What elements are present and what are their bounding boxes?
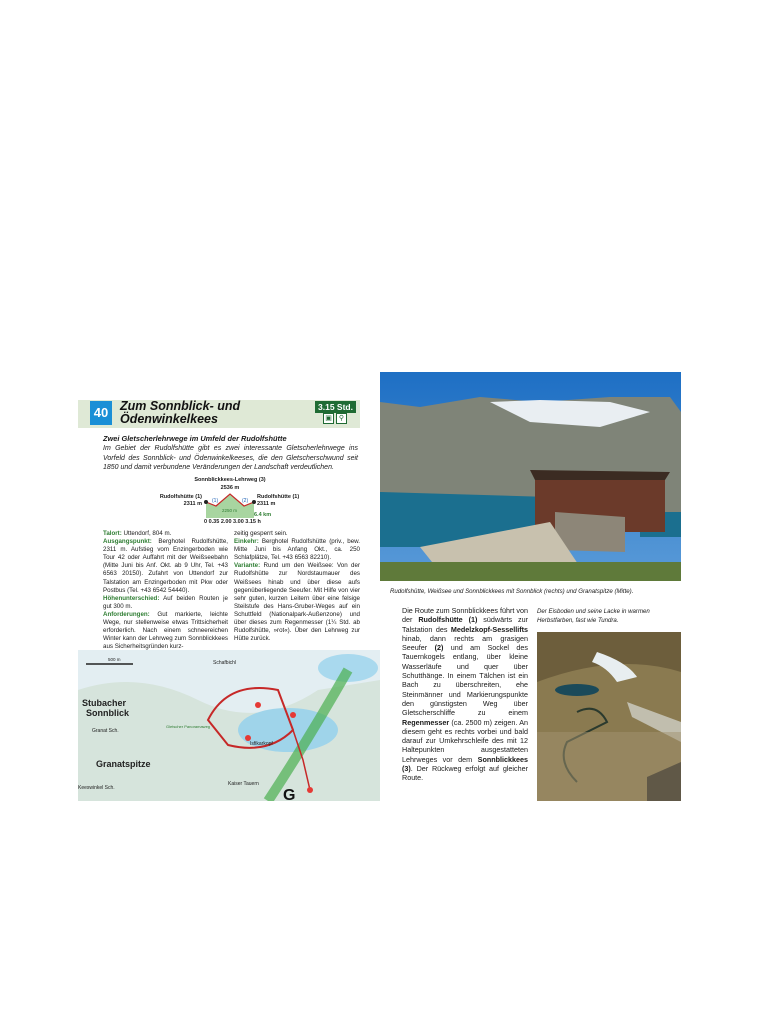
profile-start-name: Rudolfshütte (1) <box>159 494 202 500</box>
transport-icons <box>323 413 347 424</box>
text-run: . Der Rückweg erfolgt auf gleicher Route. <box>402 764 528 783</box>
label-hoehenunterschied: Höhenunterschied: <box>103 594 160 602</box>
profile-title: Sonnblickkees-Lehrweg (3) <box>194 477 266 483</box>
title-line-2: Ödenwinkelkees <box>120 412 218 426</box>
hiker-icon: ⚲ <box>336 413 347 424</box>
profile-end-name: Rudolfshütte (1) <box>257 494 300 500</box>
hut-lake-photo <box>380 372 681 581</box>
route-description <box>402 606 528 783</box>
text-hoehenunterschied: Auf beiden Routen je gut 300 m. <box>103 594 228 610</box>
info-column-2 <box>234 530 360 643</box>
svg-text:Isfikarkopf: Isfikarkopf <box>250 741 273 747</box>
svg-text:(2): (2) <box>242 498 249 504</box>
tour-intro: Im Gebiet der Rudolfshütte gibt es zwei interessante Gletscherlehrwege ins Vorfeld des Sonnblick- und Ödenwinkelkeeses, die den Gletscherschwund seit 1850 und damit verbundene Veränderungen der Landschaft verdeutlichen. <box>103 445 358 471</box>
svg-text:Kaiser Tauern: Kaiser Tauern <box>228 781 259 787</box>
bold-run: (2) <box>434 643 444 653</box>
text-run: südwärts zur Talstation des <box>402 615 528 634</box>
text-ausgangspunkt: Berghotel Rudolfshütte, 2311 m. Aufstieg vom Enzingerboden wie Tour 42 oder Auffahrt mit der Weißseebahn (Mitte Juni bis Anf. Okt. ab 9 Uhr, Tel. +43 6563 20150). Zufahrt von Uttendorf zur Talstation am Enzingerboden mit Pkw oder Postbus (Tel. +43 6542 54440). <box>103 538 228 594</box>
duration-badge: 3.15 Std. <box>315 401 356 413</box>
tour-subtitle: Zwei Gletscherlehrwege im Umfeld der Rudolfshütte <box>103 434 287 443</box>
photo-caption-1: Rudolfshütte, Weißsee und Sonnblickkees mit Sonnblick (rechts) und Granatspitze (Mitte). <box>390 588 634 595</box>
text-run: (ca. 2500 m) zeigen. An diesem geht es rechts vorbei und bald darauf zur Umkehrschleife des mit 12 Haltepunkten ausgestatteten Lehrweges vor dem <box>402 717 528 764</box>
text-continuation: zeitig gesperrt sein. <box>234 530 288 537</box>
bold-run: Sonnblickkees (3) <box>402 754 528 774</box>
svg-text:Gletscher Panoramaweg: Gletscher Panoramaweg <box>166 724 211 729</box>
text-run: und am Sockel des Tauernkogels entlang, über kleine Wasserläufe und quer über Schutthänge. In einem Tälchen ist ein Bach zu überschreiten, ehe Steinmänner und Markierungspunkte den günstigsten Weg über Gletscherschliffe zu einem <box>402 643 528 718</box>
text-einkehr: Berghotel Rudolfshütte (priv., bew. Mitte Juni bis Anfang Okt., ca. 250 Schlafplätze, Tel. +43 6563 82210). <box>234 538 360 562</box>
text-anforderungen: Gut markierte, leichte Wege, nur stellenweise etwas Trittsicherheit erforderlich. Nach einem schneereichen Winter kann der Lehrweg zum Sonnblickkees aus Sicherheitsgründen kurz- <box>103 610 228 651</box>
svg-text:Sonnblick: Sonnblick <box>86 708 130 718</box>
profile-start <box>152 494 202 508</box>
text-variante: Rund um den Weißsee: Von der Rudolfshütte zur Nordstaumauer des Weißsees hinab und über diese aufs gegenüberliegende Seeufer. Mit Hilfe von vier sehr guten, kurzen Leitern über eine felsige Steilstufe des Hans-Gruber-Weges auf ein Schuttfeld (Nationalpark-Außenzone) und über dieses zum Regenmesser (1¼ Std. ab Rudolfshütte, »rot«). Über den Lehrweg zur Hütte zurück. <box>234 562 360 643</box>
label-variante: Variante: <box>234 562 261 570</box>
svg-text:Keeswinkel Sch.: Keeswinkel Sch. <box>78 785 115 791</box>
text-run: hinab, dann rechts am grasigen Seeufer <box>402 633 528 653</box>
profile-time-axis: 0 0.35 2.00 3.00 3.15 h <box>204 519 261 525</box>
photo-caption-2: Der Eisboden und seine Lacke in warmen Herbstfarben, fast wie Tundra. <box>537 608 650 624</box>
tour-title <box>120 400 240 426</box>
svg-text:500 m: 500 m <box>108 657 121 662</box>
profile-distance: 6.4 km <box>254 512 272 518</box>
label-anforderungen: Anforderungen: <box>103 610 150 618</box>
topo-map <box>78 650 380 801</box>
profile-start-altitude: 2311 m <box>183 501 202 507</box>
label-talort: Talort: <box>103 530 122 537</box>
text-talort: Uttendorf, 804 m. <box>121 530 172 537</box>
bus-icon: ▣ <box>323 413 334 424</box>
route-map <box>78 650 380 801</box>
tundra-photo <box>537 632 681 801</box>
profile-peak-altitude: 2536 m <box>220 485 240 491</box>
profile-graph <box>204 492 256 518</box>
profile-end <box>257 494 299 508</box>
svg-text:2250 m: 2250 m <box>222 508 238 513</box>
info-column-1 <box>103 530 228 651</box>
bold-run: Medelzkopf-Sessellifts <box>450 624 528 634</box>
svg-text:Schafbichl: Schafbichl <box>213 660 237 666</box>
label-einkehr: Einkehr: <box>234 538 259 546</box>
label-ausgangspunkt: Ausgangspunkt: <box>103 538 152 546</box>
bold-run: Rudolfshütte (1) <box>418 615 478 625</box>
title-line-1: Zum Sonnblick- und <box>120 399 241 413</box>
photo-landscape <box>380 372 681 581</box>
svg-text:Granatspitze: Granatspitze <box>96 759 151 769</box>
svg-text:Granat Sch.: Granat Sch. <box>92 728 119 734</box>
tour-number-badge: 40 <box>90 401 112 425</box>
photo-aerial <box>537 632 681 801</box>
svg-text:(1): (1) <box>212 498 219 504</box>
svg-text:Stubacher: Stubacher <box>82 698 127 708</box>
bold-run: Regenmesser <box>402 717 450 727</box>
profile-end-altitude: 2311 m <box>257 501 276 507</box>
text-run: Die Route zum Sonnblickkees führt von der <box>402 606 528 625</box>
svg-text:G: G <box>283 787 296 801</box>
elevation-profile <box>150 477 310 527</box>
